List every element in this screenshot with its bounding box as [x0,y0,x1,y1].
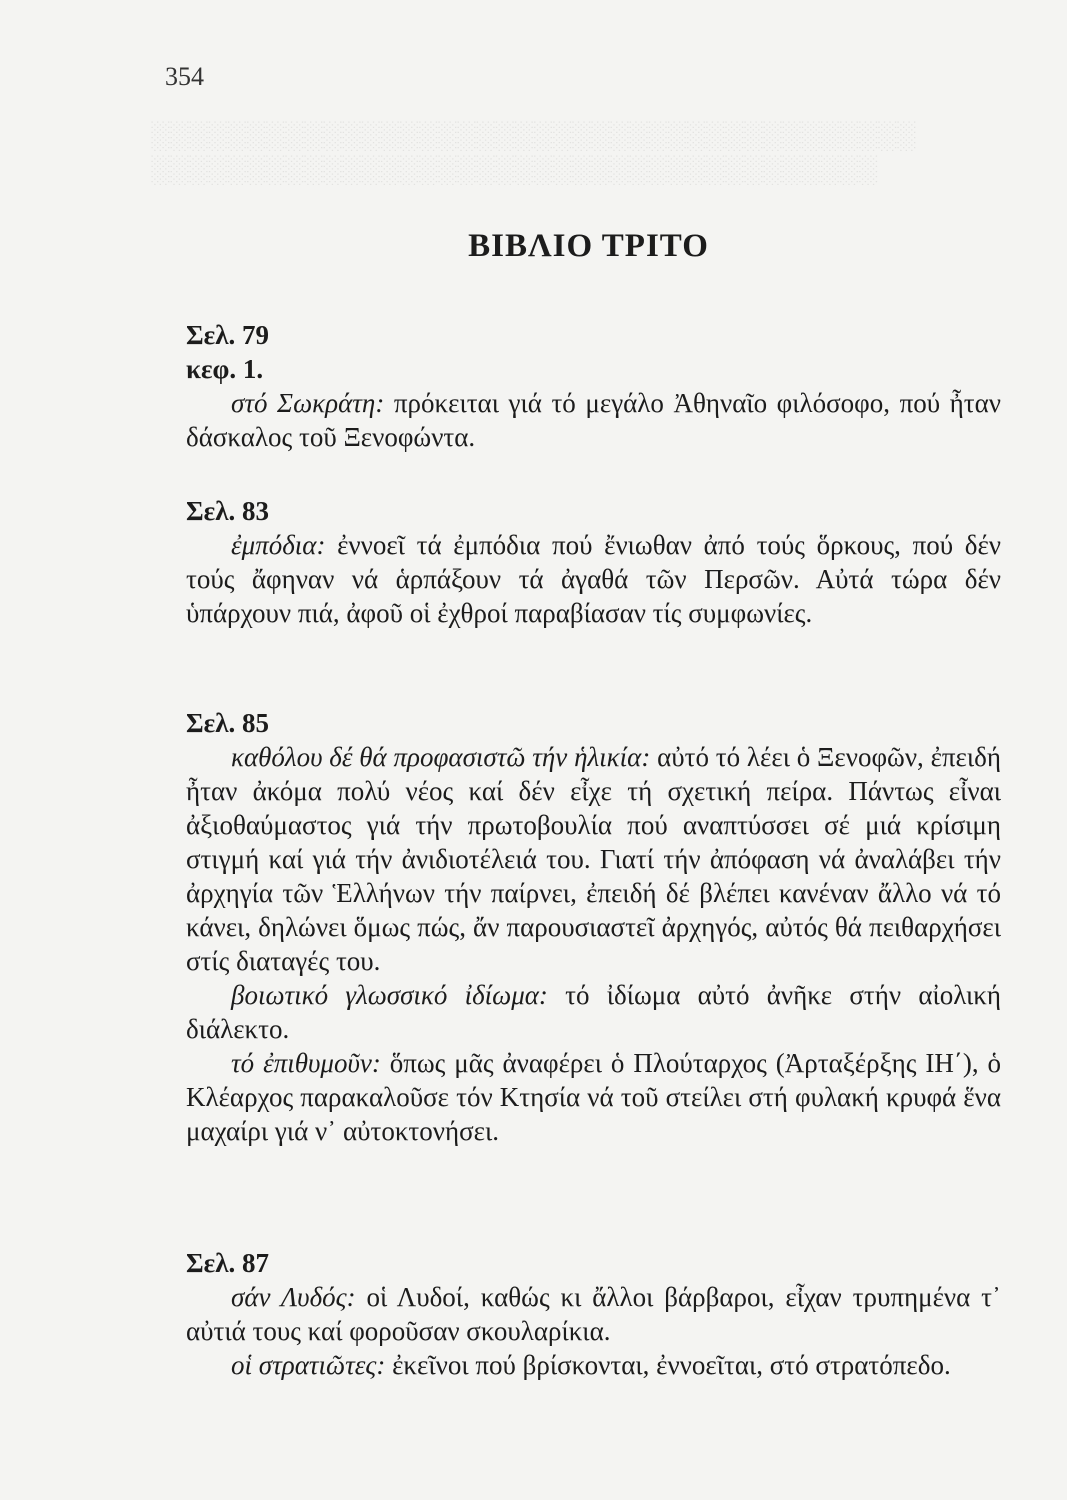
note-term: καθόλου δέ θά προφασιστῶ τήν ἡλικία: [231,742,651,772]
note-paragraph [186,1348,1001,1382]
section-sel-83 [186,494,1001,630]
note-paragraph [186,1280,1001,1348]
note-text: ὅπως μᾶς ἀναφέρει ὁ Πλούταρχος (Ἀρταξέρξης ΙΗ΄), ὁ Κλέαρχος παρακαλοῦσε τόν Κτησία νά τοῦ στείλει στή φυλακή κρυφά ἕνα μαχαίρι γιά ν᾽ αὐτοκτονήσει. [186,1048,1001,1146]
note-term: στό Σωκράτη: [231,388,385,418]
note-paragraph [186,740,1001,978]
note-text: ἐκεῖνοι πού βρίσκονται, ἐννοεῖται, στό στρατόπεδο. [385,1350,951,1380]
note-paragraph [186,386,1001,454]
note-term: οἱ στρατιῶτες: [231,1350,386,1380]
note-text: οἱ Λυδοί, καθώς κι ἄλλοι βάρβαροι, εἶχαν τρυπημένα τ᾽ αὐτιά τους καί φοροῦσαν σκουλαρίκια. [186,1282,1001,1346]
note-paragraph [186,528,1001,630]
section-sel-87 [186,1246,1001,1382]
section-subheading: κεφ. 1. [186,354,264,384]
section-sel-85 [186,706,1001,1148]
section-heading: Σελ. 87 [186,1248,269,1278]
note-term: τό ἐπιθυμοῦν: [231,1048,381,1078]
note-term: βοιωτικό γλωσσικό ἰδίωμα: [231,980,548,1010]
chapter-title: ΒΙΒΛΙΟ ΤΡΙΤΟ [468,228,709,264]
note-paragraph [186,1046,1001,1148]
note-term: ἐμπόδια: [231,530,326,560]
section-heading: Σελ. 85 [186,708,269,738]
note-text: ἐννοεῖ τά ἐμπόδια πού ἔνιωθαν ἀπό τούς ὅρκους, πού δέν τούς ἄφηναν νά ἁρπάξουν τά ἀγαθά τῶν Περσῶν. Αὐτά τώρα δέν ὑπάρχουν πιά, ἀφοῦ οἱ ἐχθροί παραβίασαν τίς συμφωνίες. [186,530,1001,628]
section-sel-79 [186,318,1001,454]
note-text: τό ἰδίωμα αὐτό ἀνῆκε στήν αἰολική διάλεκτο. [186,980,1002,1044]
note-paragraph [186,978,1001,1046]
page-number: 354 [165,62,204,91]
note-text: πρόκειται γιά τό μεγάλο Ἀθηναῖο φιλόσοφο, πού ἦταν δάσκαλος τοῦ Ξενοφώντα. [186,388,1001,452]
section-heading: Σελ. 79 [186,320,269,350]
section-heading: Σελ. 83 [186,496,269,526]
note-term: σάν Λυδός: [231,1282,356,1312]
note-text: αὐτό τό λέει ὁ Ξενοφῶν, ἐπειδή ἦταν ἀκόμα πολύ νέος καί δέν εἶχε τή σχετική πείρα. Πάντως εἶναι ἀξιοθαύμαστος γιά τήν πρωτοβουλία πού αναπτύσσει σέ μιά κρίσιμη στιγμή καί γιά τήν ἀνιδιοτέλειά του. Γιατί τήν ἀπόφαση νά ἀναλάβει τήν ἀρχηγία τῶν Ἑλλήνων τήν παίρνει, ἐπειδή δέ βλέπει κανέναν ἄλλο νά τό κάνει, δηλώνει ὅμως πώς, ἄν παρουσιαστεῖ ἀρχηγός, αὐτός θά πειθαρχήσει στίς διαταγές του. [186,742,1001,976]
bleed-through-text: ░░░░░░░░░░░░░░░░░░░░░░░░░░░░░░░░░░░░░░░░ ░░░░░░░░░░░░░░░░░░░░░░░░░░░░░░░░░░░░░░ [150,120,916,184]
